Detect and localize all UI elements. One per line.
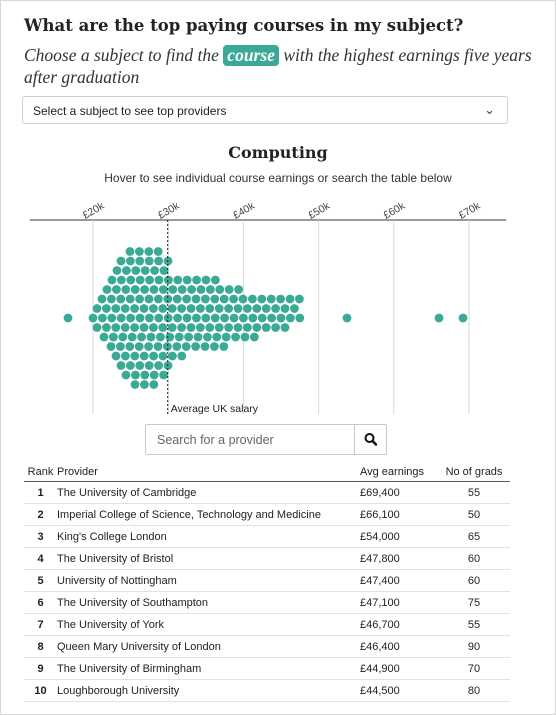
- search-icon: [355, 425, 387, 454]
- table-row[interactable]: [24, 592, 510, 614]
- course-dot: [117, 314, 126, 323]
- course-dot: [131, 285, 140, 294]
- course-dot: [154, 257, 163, 266]
- course-dot: [286, 314, 295, 323]
- course-dot: [149, 380, 158, 389]
- page-subtitle: [24, 44, 534, 88]
- chevron-down-icon: ⌄: [484, 102, 495, 117]
- course-dot: [137, 333, 146, 342]
- course-dot: [203, 333, 212, 342]
- results-table: [24, 463, 510, 702]
- course-dot: [239, 295, 248, 304]
- course-dot: [252, 323, 261, 332]
- course-dot: [184, 333, 193, 342]
- course-dot: [194, 333, 203, 342]
- course-dot: [220, 314, 229, 323]
- page-title: What are the top paying courses in my subject?: [24, 16, 464, 35]
- course-dot: [257, 295, 266, 304]
- course-dot: [281, 323, 290, 332]
- table-row[interactable]: [24, 614, 510, 636]
- cell-earnings: £69,400: [360, 482, 438, 504]
- cell-provider: The University of York: [57, 614, 360, 636]
- x-tick-label: £30k: [155, 199, 182, 222]
- course-dot: [158, 323, 167, 332]
- course-dot: [126, 295, 135, 304]
- course-dot: [122, 266, 131, 275]
- course-dot: [131, 266, 140, 275]
- course-dot: [107, 314, 116, 323]
- course-dot: [130, 352, 139, 361]
- cell-rank: 5: [24, 570, 57, 592]
- course-dot: [229, 295, 238, 304]
- course-dot: [206, 285, 215, 294]
- course-dot: [243, 323, 252, 332]
- course-dot: [111, 304, 120, 313]
- course-dot: [64, 314, 73, 323]
- course-dot: [145, 295, 154, 304]
- course-dot: [154, 314, 163, 323]
- course-dot: [150, 371, 159, 380]
- course-dot: [100, 333, 109, 342]
- course-dot: [140, 285, 149, 294]
- course-dot: [130, 304, 139, 313]
- course-dot: [107, 342, 116, 351]
- course-dot: [164, 314, 173, 323]
- cell-earnings: £54,000: [360, 526, 438, 548]
- course-dot: [135, 257, 144, 266]
- course-dot: [164, 276, 173, 285]
- course-dot: [262, 323, 271, 332]
- cell-rank: 1: [24, 482, 57, 504]
- course-dot: [196, 323, 205, 332]
- course-dot: [155, 276, 164, 285]
- course-dot: [102, 323, 111, 332]
- course-dot: [168, 304, 177, 313]
- cell-rank: 9: [24, 658, 57, 680]
- course-dot: [149, 304, 158, 313]
- header-earnings: Avg earnings: [360, 463, 438, 482]
- course-dot: [295, 314, 304, 323]
- course-dot: [93, 304, 102, 313]
- course-dot: [136, 314, 145, 323]
- course-dot: [210, 295, 219, 304]
- search-input[interactable]: [146, 425, 352, 454]
- course-dot: [98, 295, 107, 304]
- course-dot: [173, 295, 182, 304]
- course-dot: [168, 285, 177, 294]
- course-dot: [147, 333, 156, 342]
- x-tick-label: £70k: [456, 199, 483, 222]
- course-dot: [281, 304, 290, 313]
- course-dot: [248, 314, 257, 323]
- course-dot: [126, 276, 135, 285]
- course-dot: [248, 295, 257, 304]
- course-dot: [234, 285, 243, 294]
- cell-earnings: £47,400: [360, 570, 438, 592]
- search-button[interactable]: [354, 425, 386, 454]
- course-dot: [126, 247, 135, 256]
- course-dot: [262, 304, 271, 313]
- table-row[interactable]: [24, 482, 510, 504]
- cell-grads: 80: [438, 680, 510, 702]
- course-dot: [197, 285, 206, 294]
- course-dot: [215, 304, 224, 313]
- course-dot: [219, 342, 228, 351]
- cell-provider: The University of Cambridge: [57, 482, 360, 504]
- course-dot: [163, 295, 172, 304]
- course-dot: [177, 304, 186, 313]
- course-dot: [140, 304, 149, 313]
- course-dot: [178, 285, 187, 294]
- course-dot: [140, 352, 149, 361]
- x-tick-label: £40k: [231, 199, 257, 222]
- results-table-body: [24, 482, 510, 702]
- cell-provider: King's College London: [57, 526, 360, 548]
- course-dot: [159, 285, 168, 294]
- header-provider: Provider: [57, 463, 360, 482]
- course-dot: [191, 342, 200, 351]
- course-dot: [187, 304, 196, 313]
- cell-grads: 50: [438, 504, 510, 526]
- course-dot: [145, 361, 154, 370]
- course-dot: [89, 314, 98, 323]
- course-dot: [93, 323, 102, 332]
- course-dot: [175, 333, 184, 342]
- course-dot: [112, 285, 121, 294]
- course-dot: [165, 333, 174, 342]
- course-dot: [102, 304, 111, 313]
- cell-earnings: £46,700: [360, 614, 438, 636]
- cell-rank: 10: [24, 680, 57, 702]
- course-dot: [154, 342, 163, 351]
- cell-grads: 60: [438, 570, 510, 592]
- course-badge: course: [223, 45, 279, 66]
- course-dot: [286, 295, 295, 304]
- course-dot: [220, 295, 229, 304]
- course-dot: [173, 314, 182, 323]
- course-dot: [113, 266, 122, 275]
- cell-rank: 4: [24, 548, 57, 570]
- cell-earnings: £46,400: [360, 636, 438, 658]
- course-dot: [271, 323, 280, 332]
- cell-rank: 7: [24, 614, 57, 636]
- course-dot: [122, 371, 131, 380]
- course-dot: [140, 380, 149, 389]
- course-dot: [145, 276, 154, 285]
- cell-earnings: £66,100: [360, 504, 438, 526]
- course-dot: [177, 352, 186, 361]
- course-dot: [215, 323, 224, 332]
- course-dot: [112, 352, 121, 361]
- course-dot: [250, 333, 259, 342]
- course-dot: [107, 295, 116, 304]
- course-dot: [182, 295, 191, 304]
- subtitle-text-before: Choose a subject to find the: [24, 45, 224, 65]
- course-dot: [224, 304, 233, 313]
- cell-provider: University of Nottingham: [57, 570, 360, 592]
- header-grads: No of grads: [438, 463, 510, 482]
- cell-provider: Imperial College of Science, Technology and Medicine: [57, 504, 360, 526]
- course-dot: [271, 304, 280, 313]
- course-dot: [109, 333, 118, 342]
- cell-grads: 75: [438, 592, 510, 614]
- course-dot: [150, 266, 159, 275]
- course-dot: [140, 371, 149, 380]
- subtitle-text-after: with the highest earnings five years after graduation: [24, 45, 532, 87]
- course-dot: [140, 323, 149, 332]
- course-dot: [136, 276, 145, 285]
- course-dot: [201, 295, 210, 304]
- course-dot: [117, 257, 126, 266]
- cell-provider: The University of Bristol: [57, 548, 360, 570]
- course-dot: [160, 266, 169, 275]
- course-dot: [343, 314, 352, 323]
- course-dot: [231, 333, 240, 342]
- cell-rank: 6: [24, 592, 57, 614]
- cell-provider: The University of Southampton: [57, 592, 360, 614]
- table-header-row: [24, 463, 510, 482]
- course-dot: [435, 314, 444, 323]
- average-salary-label: Average UK salary: [170, 403, 259, 415]
- course-dot: [126, 361, 135, 370]
- provider-search: [145, 424, 387, 455]
- course-dot: [222, 333, 231, 342]
- course-dot: [224, 323, 233, 332]
- course-dot: [276, 295, 285, 304]
- course-dot: [121, 352, 130, 361]
- course-dot: [205, 304, 214, 313]
- course-dot: [144, 247, 153, 256]
- cell-grads: 65: [438, 526, 510, 548]
- cell-grads: 90: [438, 636, 510, 658]
- course-dot: [215, 285, 224, 294]
- course-dot: [141, 266, 150, 275]
- cell-earnings: £47,800: [360, 548, 438, 570]
- x-tick-label: £60k: [381, 199, 408, 222]
- x-tick-label: £50k: [306, 199, 332, 222]
- course-dot: [243, 304, 252, 313]
- course-dot: [116, 342, 125, 351]
- course-dot: [156, 333, 165, 342]
- course-dot: [187, 285, 196, 294]
- course-dot: [241, 333, 250, 342]
- course-dot: [459, 314, 468, 323]
- course-dot: [159, 352, 168, 361]
- course-dot: [267, 314, 276, 323]
- header-rank: Rank: [24, 463, 57, 482]
- course-dot: [158, 304, 167, 313]
- subject-select-value: Select a subject to see top providers: [33, 104, 227, 118]
- course-dot: [117, 361, 126, 370]
- course-dot: [201, 342, 210, 351]
- table-row[interactable]: [24, 636, 510, 658]
- course-dot: [202, 276, 211, 285]
- course-dot: [103, 285, 112, 294]
- course-dot: [211, 276, 220, 285]
- course-dot: [121, 323, 130, 332]
- course-dot: [212, 333, 221, 342]
- course-dot: [135, 247, 144, 256]
- course-dot: [117, 276, 126, 285]
- course-dot: [230, 314, 239, 323]
- table-row[interactable]: [24, 548, 510, 570]
- course-dot: [290, 304, 299, 313]
- course-dot: [159, 371, 168, 380]
- table-row[interactable]: [24, 658, 510, 680]
- cell-grads: 60: [438, 548, 510, 570]
- course-dot: [130, 323, 139, 332]
- subject-select[interactable]: [22, 96, 508, 124]
- table-row[interactable]: [24, 680, 510, 702]
- course-dot: [121, 304, 130, 313]
- table-row[interactable]: [24, 526, 510, 548]
- cell-rank: 2: [24, 504, 57, 526]
- cell-rank: 3: [24, 526, 57, 548]
- course-dot: [154, 247, 163, 256]
- chart-subtitle: Hover to see individual course earnings or search the table below: [104, 171, 452, 185]
- table-row[interactable]: [24, 504, 510, 526]
- course-dot: [201, 314, 210, 323]
- cell-grads: 55: [438, 482, 510, 504]
- course-dot: [154, 361, 163, 370]
- course-dot: [135, 342, 144, 351]
- course-dot: [277, 314, 286, 323]
- course-dot: [192, 276, 201, 285]
- course-dot: [131, 380, 140, 389]
- cell-provider: Queen Mary University of London: [57, 636, 360, 658]
- course-dot: [172, 342, 181, 351]
- course-dot: [187, 323, 196, 332]
- cell-earnings: £47,100: [360, 592, 438, 614]
- cell-grads: 70: [438, 658, 510, 680]
- course-dot: [210, 342, 219, 351]
- course-dot: [252, 304, 261, 313]
- course-dot: [128, 333, 137, 342]
- course-dot: [118, 333, 127, 342]
- course-dot: [295, 295, 304, 304]
- course-dot: [196, 304, 205, 313]
- course-dot: [192, 314, 201, 323]
- table-row[interactable]: [24, 570, 510, 592]
- cell-earnings: £44,500: [360, 680, 438, 702]
- course-dot: [211, 314, 220, 323]
- course-dot: [144, 342, 153, 351]
- course-dot: [177, 323, 186, 332]
- course-dot: [192, 295, 201, 304]
- course-dot: [111, 323, 120, 332]
- cell-provider: The University of Birmingham: [57, 658, 360, 680]
- course-dot: [108, 276, 117, 285]
- course-dot: [149, 323, 158, 332]
- course-dot: [205, 323, 214, 332]
- course-dot: [168, 352, 177, 361]
- cell-rank: 8: [24, 636, 57, 658]
- cell-grads: 55: [438, 614, 510, 636]
- chart-title: Computing: [228, 143, 328, 162]
- course-dot: [126, 314, 135, 323]
- course-dot: [182, 342, 191, 351]
- course-dot: [225, 285, 234, 294]
- course-dot: [234, 304, 243, 313]
- course-dot: [183, 276, 192, 285]
- course-dot: [126, 257, 135, 266]
- course-dot: [145, 257, 154, 266]
- course-dot: [239, 314, 248, 323]
- beeswarm-chart[interactable]: [0, 188, 556, 420]
- cell-provider: Loughborough University: [57, 680, 360, 702]
- course-dot: [168, 323, 177, 332]
- course-dot: [121, 285, 130, 294]
- course-dot: [145, 314, 154, 323]
- x-tick-label: £20k: [80, 199, 107, 222]
- course-dot: [258, 314, 267, 323]
- course-dot: [234, 323, 243, 332]
- course-dot: [98, 314, 107, 323]
- course-dot: [183, 314, 192, 323]
- cell-earnings: £44,900: [360, 658, 438, 680]
- course-dot: [125, 342, 134, 351]
- course-dot: [154, 295, 163, 304]
- course-dot: [149, 352, 158, 361]
- course-dot: [116, 295, 125, 304]
- course-dot: [135, 295, 144, 304]
- course-dot: [131, 371, 140, 380]
- course-dot: [135, 361, 144, 370]
- course-dot: [267, 295, 276, 304]
- course-dot: [150, 285, 159, 294]
- course-dot: [173, 276, 182, 285]
